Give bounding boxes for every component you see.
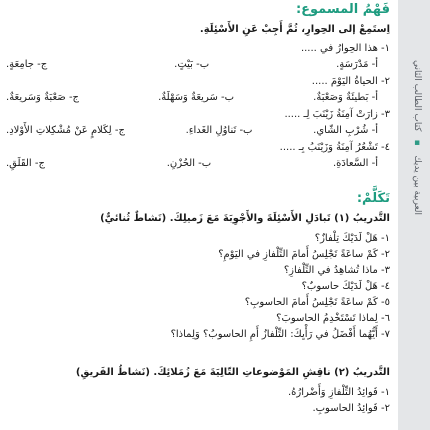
option-b[interactable]: ب- سَريعَةٌ وَسَهْلَةٌ. [158,92,235,103]
question-2-stem: ٢- الحياةُ اليَوْمَ ..... [311,76,390,87]
exercise-1-title: التَّدريبُ (١) تَبادَلِ الأَسْئِلَةَ والأَجْوِبَةَ مَعَ زَميلِكَ. (نَشاطٌ ثُنائيٌّ) [100,213,390,224]
option-c[interactable]: ج- لِكَلامٍ عَنْ مُشْكِلاتِ الأَوْلادِ. [6,125,125,136]
exercise-1-item: ٣- ماذا تُشاهِدُ في التِّلْفازِ؟ [283,265,390,276]
option-c[interactable]: ج- القَلَقِ. [6,158,45,169]
exercise-2-item: ٢- فَوائِدُ الحاسوبِ. [312,403,390,414]
option-c[interactable]: ج- صَعْبَةٌ وَسَريعَةٌ. [6,92,80,103]
listening-heading: فَهْمُ المسموع: [295,2,390,17]
sidebar-separator: ▪ [412,138,422,149]
question-2-options [6,91,378,105]
exercise-1-item: ٧- أَيُّهُما أَفْضَلُ في رَأْيِكَ: التِّلْفازُ أَمِ الحاسوبُ؟ وَلِماذا؟ [170,329,390,340]
book-sidebar [398,0,430,430]
exercise-1-item: ٦- لِماذا تَسْتَخْدِمُ الحاسوبَ؟ [276,313,390,324]
question-4-options [6,157,378,171]
exercise-1-item: ٢- كَمْ ساعَةً تَجْلِسُ أَمامَ التِّلْفازِ في اليَوْمِ؟ [218,249,390,260]
exercise-1-item: ١- هَلْ لَدَيْكَ تِلْفازٌ؟ [314,233,390,244]
listening-instruction: اِستَمِعْ إلى الحِوارِ، ثُمَّ أَجِبْ عَنِ الأَسْئِلَةِ. [199,24,390,35]
book-subtitle: كتاب الطالب الثاني [412,60,422,132]
exercise-1-item: ٥- كَمْ ساعَةً تَجْلِسُ أَمامَ الحاسوبِ؟ [244,297,390,308]
exercise-2-title: التَّدريبُ (٢) ناقِشِ المَوْضوعاتِ التّالِيَةَ مَعَ زُمَلائِكَ. (نَشاطُ الفَريقِ) [75,367,390,378]
question-3-options [6,124,378,138]
option-c[interactable]: ج- جامِعَةٍ. [6,59,48,70]
option-a[interactable]: أ- السَّعادَةِ. [332,158,378,169]
option-b[interactable]: ب- الحُزْنِ. [166,158,212,169]
option-a[interactable]: أ- شُرْبِ الشّاي. [313,125,378,136]
exercise-1-item: ٤- هَلْ لَدَيْكَ حاسوبٌ؟ [301,281,390,292]
option-b[interactable]: ب- تَناوُلِ الغَداءِ. [185,125,253,136]
question-1-stem: ١- هذا الحِوارُ في ..... [300,43,390,54]
question-4-stem: ٤- تَشْعُرُ آمِنَةُ وَزَيْنَبُ بِـ ..... [279,142,390,153]
exercise-2-item: ١- فَوائِدُ التِّلْفازِ وَأَضْرارُهُ. [287,387,390,398]
option-b[interactable]: ب- بَيْتٍ. [174,59,210,70]
sidebar-label [412,60,422,215]
speaking-heading: تَكَلَّمْ: [356,191,390,206]
option-a[interactable]: أ- مَدْرَسَةٍ. [336,59,378,70]
option-a[interactable]: أ- بَطيئَةٌ وَصَعْبَةٌ. [313,92,378,103]
book-title: العربية بين يديك [412,155,422,216]
question-1-options [6,58,378,72]
question-3-stem: ٣- زارَتْ آمِنَةُ زَيْنَبَ لِـ ..... [284,109,390,120]
